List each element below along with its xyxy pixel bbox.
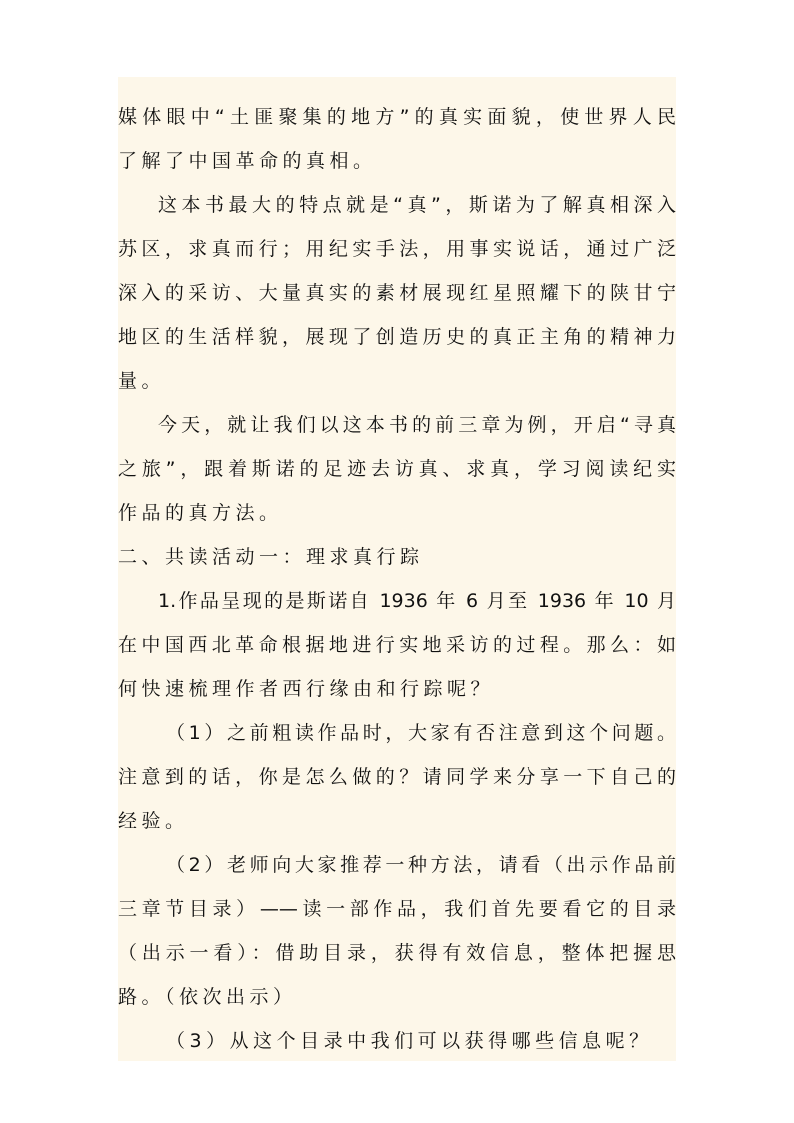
- text-line: （3）从这个目录中我们可以获得哪些信息呢？: [166, 1030, 653, 1052]
- text-line: 深入的采访、大量真实的素材展现红星照耀下的陕甘宁: [118, 282, 676, 304]
- text-line: （1）之前粗读作品时，大家有否注意到这个问题。: [166, 722, 676, 744]
- text-line: 这本书最大的特点就是“真”，斯诺为了解真相深入: [158, 194, 676, 216]
- text-line: 注意到的话，你是怎么做的？请同学来分享一下自己的: [118, 766, 676, 788]
- text-line: 何快速梳理作者西行缘由和行踪呢？: [118, 678, 495, 700]
- text-line: 在中国西北革命根据地进行实地采访的过程。那么：如: [118, 634, 676, 656]
- text-line: 量。: [118, 370, 166, 392]
- text-line: （2）老师向大家推荐一种方法，请看（出示作品前: [166, 854, 676, 876]
- section-heading: 二、共读活动一：理求真行踪: [118, 546, 424, 568]
- text-line: 三章节目录）——读一部作品，我们首先要看它的目录: [118, 898, 676, 920]
- text-line: 了解了中国革命的真相。: [118, 150, 377, 172]
- text-line: 媒体眼中“土匪聚集的地方”的真实面貌，使世界人民: [118, 106, 676, 128]
- text-line: 路。（依次出示）: [118, 986, 297, 1008]
- text-line: 今天，就让我们以这本书的前三章为例，开启“寻真: [158, 414, 676, 436]
- text-line: 1.作品呈现的是斯诺自 1936 年 6 月至 1936 年 10 月: [158, 590, 676, 612]
- text-line: 之旅”，跟着斯诺的足迹去访真、求真，学习阅读纪实: [118, 458, 676, 480]
- text-line: 苏区，求真而行；用纪实手法，用事实说话，通过广泛: [118, 238, 676, 260]
- text-line: （出示一看）：借助目录，获得有效信息，整体把握思: [118, 942, 676, 964]
- document-page: [118, 77, 676, 1061]
- text-line: 作品的真方法。: [118, 502, 283, 524]
- text-line: 经验。: [118, 810, 189, 832]
- text-line: 地区的生活样貌，展现了创造历史的真正主角的精神力: [118, 326, 676, 348]
